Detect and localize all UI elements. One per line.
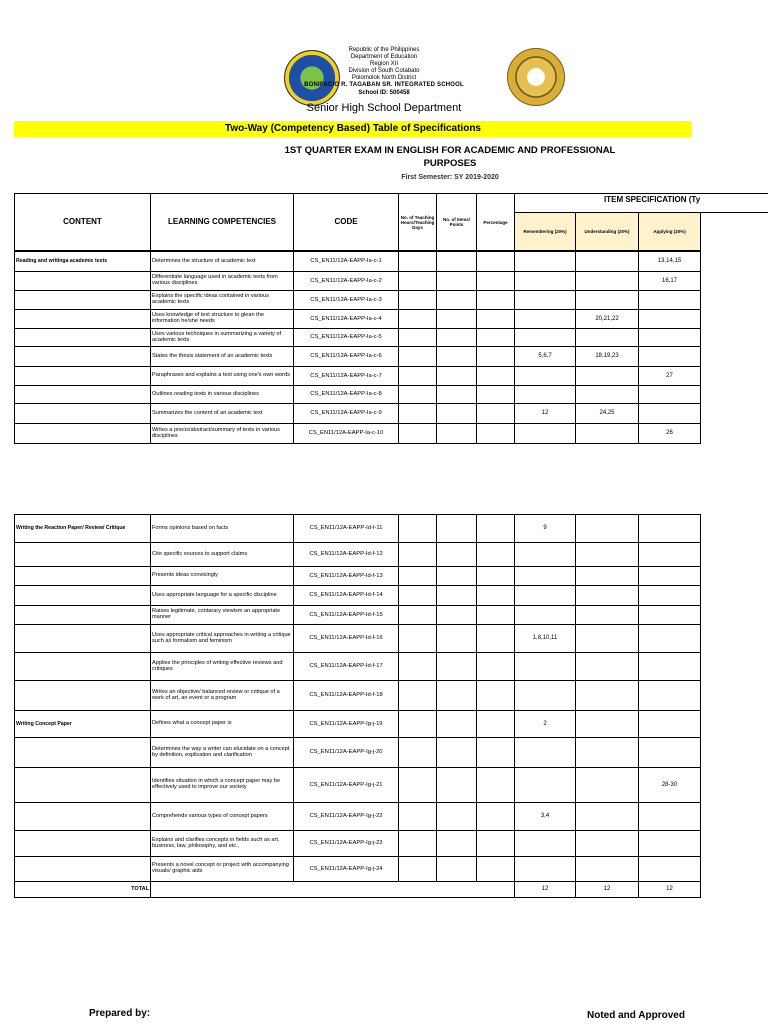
content-cell: [14, 680, 151, 711]
teaching-days-cell: [398, 328, 437, 347]
teaching-days-cell: [398, 624, 437, 653]
header-teaching-days: No. of Teaching Hours/Teaching Days: [398, 193, 437, 251]
remembering-cell: [514, 309, 576, 329]
content-cell: [14, 856, 151, 882]
remembering-cell: 12: [514, 403, 576, 424]
content-cell: [14, 605, 151, 625]
competency-cell: Writes a precis/abstract/summary of texts in various disciplines: [150, 423, 294, 444]
percentage-cell: [476, 542, 515, 567]
percentage-cell: [476, 271, 515, 291]
competency-cell: Determines the structure of academic text: [150, 251, 294, 272]
content-cell: [14, 290, 151, 310]
competency-cell: Uses knowledge of text structure to glean the information he/she needs: [150, 309, 294, 329]
content-cell: [14, 566, 151, 586]
competency-cell: Explains the specific ideas contained in various academic texts: [150, 290, 294, 310]
percentage-cell: [476, 403, 515, 424]
applying-cell: 16,17: [638, 271, 701, 291]
content-cell: Writing Concept Paper: [14, 710, 151, 738]
header-line: Polomolok North District: [351, 75, 417, 81]
remembering-cell: [514, 680, 576, 711]
applying-cell: [638, 652, 701, 681]
items-cell: [436, 423, 477, 444]
banner-title: Two-Way (Competency Based) Table of Specifications: [14, 121, 692, 137]
understanding-cell: [575, 423, 639, 444]
code-cell: CS_EN11/12A-EAPP-Ia-c-7: [293, 366, 399, 386]
items-cell: [436, 856, 477, 882]
understanding-cell: 20,21,22: [575, 309, 639, 329]
remembering-cell: 9: [514, 514, 576, 543]
competency-cell: Outlines reading texts in various disciplines: [150, 385, 294, 404]
teaching-days-cell: [398, 652, 437, 681]
teaching-days-cell: [398, 309, 437, 329]
content-cell: [14, 403, 151, 424]
percentage-cell: [476, 328, 515, 347]
teaching-days-cell: [398, 290, 437, 310]
understanding-cell: [575, 802, 639, 831]
understanding-cell: [575, 328, 639, 347]
percentage-cell: [476, 385, 515, 404]
teaching-days-cell: [398, 346, 437, 367]
content-cell: [14, 423, 151, 444]
teaching-days-cell: [398, 403, 437, 424]
total-label-cell: TOTAL: [14, 881, 151, 898]
header-code: CODE: [293, 193, 399, 251]
items-cell: [436, 652, 477, 681]
percentage-cell: [476, 624, 515, 653]
items-cell: [436, 403, 477, 424]
teaching-days-cell: [398, 680, 437, 711]
competency-cell: Uses various techniques in summarizing a variety of academic texts: [150, 328, 294, 347]
teaching-days-cell: [398, 710, 437, 738]
semester-label: First Semester: SY 2019-2020: [401, 174, 499, 181]
remembering-cell: 2: [514, 710, 576, 738]
code-cell: CS_EN11/12A-EAPP-Ig-j-24: [293, 856, 399, 882]
competency-cell: Comprehends various types of concept papers: [150, 802, 294, 831]
items-cell: [436, 542, 477, 567]
competency-cell: Paraphrases and explains a text using one's own words: [150, 366, 294, 386]
items-cell: [436, 710, 477, 738]
teaching-days-cell: [398, 251, 437, 272]
applying-cell: [638, 710, 701, 738]
remembering-cell: [514, 737, 576, 768]
percentage-cell: [476, 710, 515, 738]
competency-cell: Forms opinions based on facts: [150, 514, 294, 543]
remembering-cell: [514, 605, 576, 625]
remembering-cell: 5,6,7: [514, 346, 576, 367]
applying-cell: [638, 802, 701, 831]
understanding-cell: [575, 856, 639, 882]
competency-cell: Applies the principles of writing effective reviews and critiques: [150, 652, 294, 681]
teaching-days-cell: [398, 605, 437, 625]
code-cell: CS_EN11/12A-EAPP-Ig-j-22: [293, 802, 399, 831]
percentage-cell: [476, 767, 515, 803]
content-cell: [14, 385, 151, 404]
applying-cell: [638, 309, 701, 329]
items-cell: [436, 366, 477, 386]
competency-cell: Explains and clarifies concepts in fields such as art, business, law, philosophy, and etc.,: [150, 830, 294, 857]
total-understanding-cell: 12: [575, 881, 639, 898]
competency-cell: Determines the way a writer can elucidate on a concept by definition, explication and clarification: [150, 737, 294, 768]
code-cell: CS_EN11/12A-EAPP-Ia-c-8: [293, 385, 399, 404]
exam-title-line1: 1ST QUARTER EXAM IN ENGLISH FOR ACADEMIC AND PROFESSIONAL: [284, 145, 616, 156]
teaching-days-cell: [398, 585, 437, 606]
code-cell: CS_EN11/12A-EAPP-Ia-c-10: [293, 423, 399, 444]
applying-cell: [638, 856, 701, 882]
header-line: Department of Education: [350, 54, 418, 60]
content-cell: [14, 309, 151, 329]
remembering-cell: [514, 385, 576, 404]
percentage-cell: [476, 585, 515, 606]
remembering-cell: [514, 366, 576, 386]
percentage-cell: [476, 680, 515, 711]
items-cell: [436, 290, 477, 310]
teaching-days-cell: [398, 856, 437, 882]
items-cell: [436, 585, 477, 606]
applying-cell: 13,14,15: [638, 251, 701, 272]
competency-cell: Raises legitimate, contarary viewism an appropriate manner: [150, 605, 294, 625]
applying-cell: [638, 566, 701, 586]
total-remembering-cell: 12: [514, 881, 576, 898]
header-competencies: LEARNING COMPETENCIES: [150, 193, 294, 251]
understanding-cell: [575, 737, 639, 768]
prepared-by-label: Prepared by:: [89, 1008, 151, 1019]
understanding-cell: [575, 366, 639, 386]
code-cell: CS_EN11/12A-EAPP-Ia-c-9: [293, 403, 399, 424]
header-line: Division of South Cotabato: [348, 68, 420, 74]
items-cell: [436, 737, 477, 768]
understanding-cell: [575, 566, 639, 586]
understanding-cell: [575, 710, 639, 738]
understanding-cell: [575, 251, 639, 272]
teaching-days-cell: [398, 767, 437, 803]
items-cell: [436, 328, 477, 347]
competency-cell: Defines what a concept paper is: [150, 710, 294, 738]
competency-cell: States the thesis statement of an academic texts: [150, 346, 294, 367]
applying-cell: [638, 830, 701, 857]
exam-title: [270, 144, 630, 170]
applying-cell: [638, 585, 701, 606]
competency-cell: Summarizes the content of an academic text: [150, 403, 294, 424]
content-cell: [14, 624, 151, 653]
remembering-cell: [514, 251, 576, 272]
code-cell: CS_EN11/12A-EAPP-Id-f-16: [293, 624, 399, 653]
items-cell: [436, 271, 477, 291]
header-items: No. of Items/ Points: [436, 193, 477, 251]
remembering-cell: [514, 271, 576, 291]
code-cell: CS_EN11/12A-EAPP-Ia-c-5: [293, 328, 399, 347]
teaching-days-cell: [398, 423, 437, 444]
understanding-cell: [575, 542, 639, 567]
code-cell: CS_EN11/12A-EAPP-Ia-c-4: [293, 309, 399, 329]
percentage-cell: [476, 366, 515, 386]
competency-cell: Uses appropriate language for a specific discipline: [150, 585, 294, 606]
remembering-cell: [514, 423, 576, 444]
remembering-cell: 3,4: [514, 802, 576, 831]
remembering-cell: [514, 856, 576, 882]
percentage-cell: [476, 652, 515, 681]
remembering-cell: [514, 585, 576, 606]
total-span-cell: [150, 881, 515, 898]
understanding-cell: [575, 271, 639, 291]
understanding-cell: [575, 624, 639, 653]
content-cell: Writing the Reaction Paper/ Review/ Critique: [14, 514, 151, 543]
items-cell: [436, 605, 477, 625]
code-cell: CS_EN11/12A-EAPP-Ia-c-6: [293, 346, 399, 367]
competency-cell: Writes an objective/ balanced review or critique of a work of art, an event or a program: [150, 680, 294, 711]
content-cell: [14, 802, 151, 831]
header-content: CONTENT: [14, 193, 151, 251]
teaching-days-cell: [398, 385, 437, 404]
applying-cell: 26: [638, 423, 701, 444]
teaching-days-cell: [398, 366, 437, 386]
understanding-cell: [575, 767, 639, 803]
understanding-cell: [575, 830, 639, 857]
content-cell: [14, 585, 151, 606]
percentage-cell: [476, 566, 515, 586]
total-applying-cell: 12: [638, 881, 701, 898]
percentage-cell: [476, 346, 515, 367]
code-cell: CS_EN11/12A-EAPP-Ia-c-1: [293, 251, 399, 272]
teaching-days-cell: [398, 802, 437, 831]
code-cell: CS_EN11/12A-EAPP-Id-f-12: [293, 542, 399, 567]
code-cell: CS_EN11/12A-EAPP-Ig-j-19: [293, 710, 399, 738]
percentage-cell: [476, 290, 515, 310]
items-cell: [436, 385, 477, 404]
remembering-cell: 1,8,10,11: [514, 624, 576, 653]
document-header: [0, 0, 768, 120]
applying-cell: [638, 605, 701, 625]
content-cell: [14, 542, 151, 567]
header-understanding: Understanding (20%): [575, 212, 639, 251]
department-title: Senior High School Department: [306, 102, 462, 114]
applying-cell: [638, 346, 701, 367]
exam-title-line2: PURPOSES: [423, 158, 477, 169]
applying-cell: [638, 290, 701, 310]
competency-cell: Uses appropriate critical approaches in writing a critique such as formalism and feminism: [150, 624, 294, 653]
remembering-cell: [514, 328, 576, 347]
noted-approved-label: Noted and Approved: [587, 1010, 685, 1021]
items-cell: [436, 802, 477, 831]
content-cell: [14, 652, 151, 681]
code-cell: CS_EN11/12A-EAPP-Id-f-17: [293, 652, 399, 681]
code-cell: CS_EN11/12A-EAPP-Ia-c-2: [293, 271, 399, 291]
applying-cell: 28-30: [638, 767, 701, 803]
percentage-cell: [476, 856, 515, 882]
item-spec-header: ITEM SPECIFICATION (Ty: [604, 195, 701, 204]
applying-cell: [638, 514, 701, 543]
code-cell: CS_EN11/12A-EAPP-Ig-j-23: [293, 830, 399, 857]
applying-cell: [638, 680, 701, 711]
content-cell: Reading and writinga academic texts: [14, 251, 151, 272]
items-cell: [436, 680, 477, 711]
percentage-cell: [476, 737, 515, 768]
applying-cell: [638, 542, 701, 567]
code-cell: CS_EN11/12A-EAPP-Id-f-15: [293, 605, 399, 625]
items-cell: [436, 251, 477, 272]
items-cell: [436, 830, 477, 857]
percentage-cell: [476, 514, 515, 543]
understanding-cell: 24,25: [575, 403, 639, 424]
content-cell: [14, 767, 151, 803]
items-cell: [436, 767, 477, 803]
items-cell: [436, 624, 477, 653]
applying-cell: 27: [638, 366, 701, 386]
remembering-cell: [514, 290, 576, 310]
applying-cell: [638, 385, 701, 404]
percentage-cell: [476, 605, 515, 625]
percentage-cell: [476, 251, 515, 272]
understanding-cell: [575, 585, 639, 606]
competency-cell: Cite specific sources to support claims: [150, 542, 294, 567]
understanding-cell: [575, 385, 639, 404]
applying-cell: [638, 403, 701, 424]
remembering-cell: [514, 566, 576, 586]
percentage-cell: [476, 309, 515, 329]
content-cell: [14, 830, 151, 857]
applying-cell: [638, 737, 701, 768]
content-cell: [14, 271, 151, 291]
header-line: Republic of the Philippines: [348, 47, 420, 53]
content-cell: [14, 366, 151, 386]
items-cell: [436, 514, 477, 543]
competency-cell: Presents ideas convicingly: [150, 566, 294, 586]
code-cell: CS_EN11/12A-EAPP-Id-f-18: [293, 680, 399, 711]
remembering-cell: [514, 542, 576, 567]
teaching-days-cell: [398, 830, 437, 857]
code-cell: CS_EN11/12A-EAPP-Id-f-14: [293, 585, 399, 606]
header-item-spec-box: [514, 193, 768, 213]
understanding-cell: [575, 652, 639, 681]
code-cell: CS_EN11/12A-EAPP-Ig-j-20: [293, 737, 399, 768]
content-cell: [14, 737, 151, 768]
percentage-cell: [476, 423, 515, 444]
code-cell: CS_EN11/12A-EAPP-Id-f-11: [293, 514, 399, 543]
content-cell: [14, 346, 151, 367]
percentage-cell: [476, 830, 515, 857]
understanding-cell: [575, 680, 639, 711]
items-cell: [436, 309, 477, 329]
teaching-days-cell: [398, 542, 437, 567]
applying-cell: [638, 624, 701, 653]
items-cell: [436, 566, 477, 586]
school-name: BONIFACIO R. TAGABAN SR. INTEGRATED SCHOOL: [304, 82, 464, 88]
header-line: Region XII: [369, 61, 399, 67]
school-id: School ID: 500458: [358, 90, 410, 96]
understanding-cell: [575, 290, 639, 310]
competency-cell: Differentiate language used in academic texts from various disciplines: [150, 271, 294, 291]
header-applying: Applying (20%): [638, 212, 701, 251]
content-cell: [14, 328, 151, 347]
items-cell: [436, 346, 477, 367]
header-remembering: Remembering (20%): [514, 212, 576, 251]
teaching-days-cell: [398, 566, 437, 586]
applying-cell: [638, 328, 701, 347]
understanding-cell: [575, 605, 639, 625]
competency-cell: Presents a novel concept or project with accompanying visuals/ graphic aids: [150, 856, 294, 882]
teaching-days-cell: [398, 514, 437, 543]
remembering-cell: [514, 652, 576, 681]
code-cell: CS_EN11/12A-EAPP-Ig-j-21: [293, 767, 399, 803]
competency-cell: Identifies situation in which a concept paper may be effectively used to improve our society: [150, 767, 294, 803]
remembering-cell: [514, 830, 576, 857]
code-cell: CS_EN11/12A-EAPP-Id-f-13: [293, 566, 399, 586]
teaching-days-cell: [398, 271, 437, 291]
understanding-cell: 18,19,23: [575, 346, 639, 367]
teaching-days-cell: [398, 737, 437, 768]
header-percentage: Percentage: [476, 193, 515, 251]
understanding-cell: [575, 514, 639, 543]
code-cell: CS_EN11/12A-EAPP-Ia-c-3: [293, 290, 399, 310]
percentage-cell: [476, 802, 515, 831]
remembering-cell: [514, 767, 576, 803]
